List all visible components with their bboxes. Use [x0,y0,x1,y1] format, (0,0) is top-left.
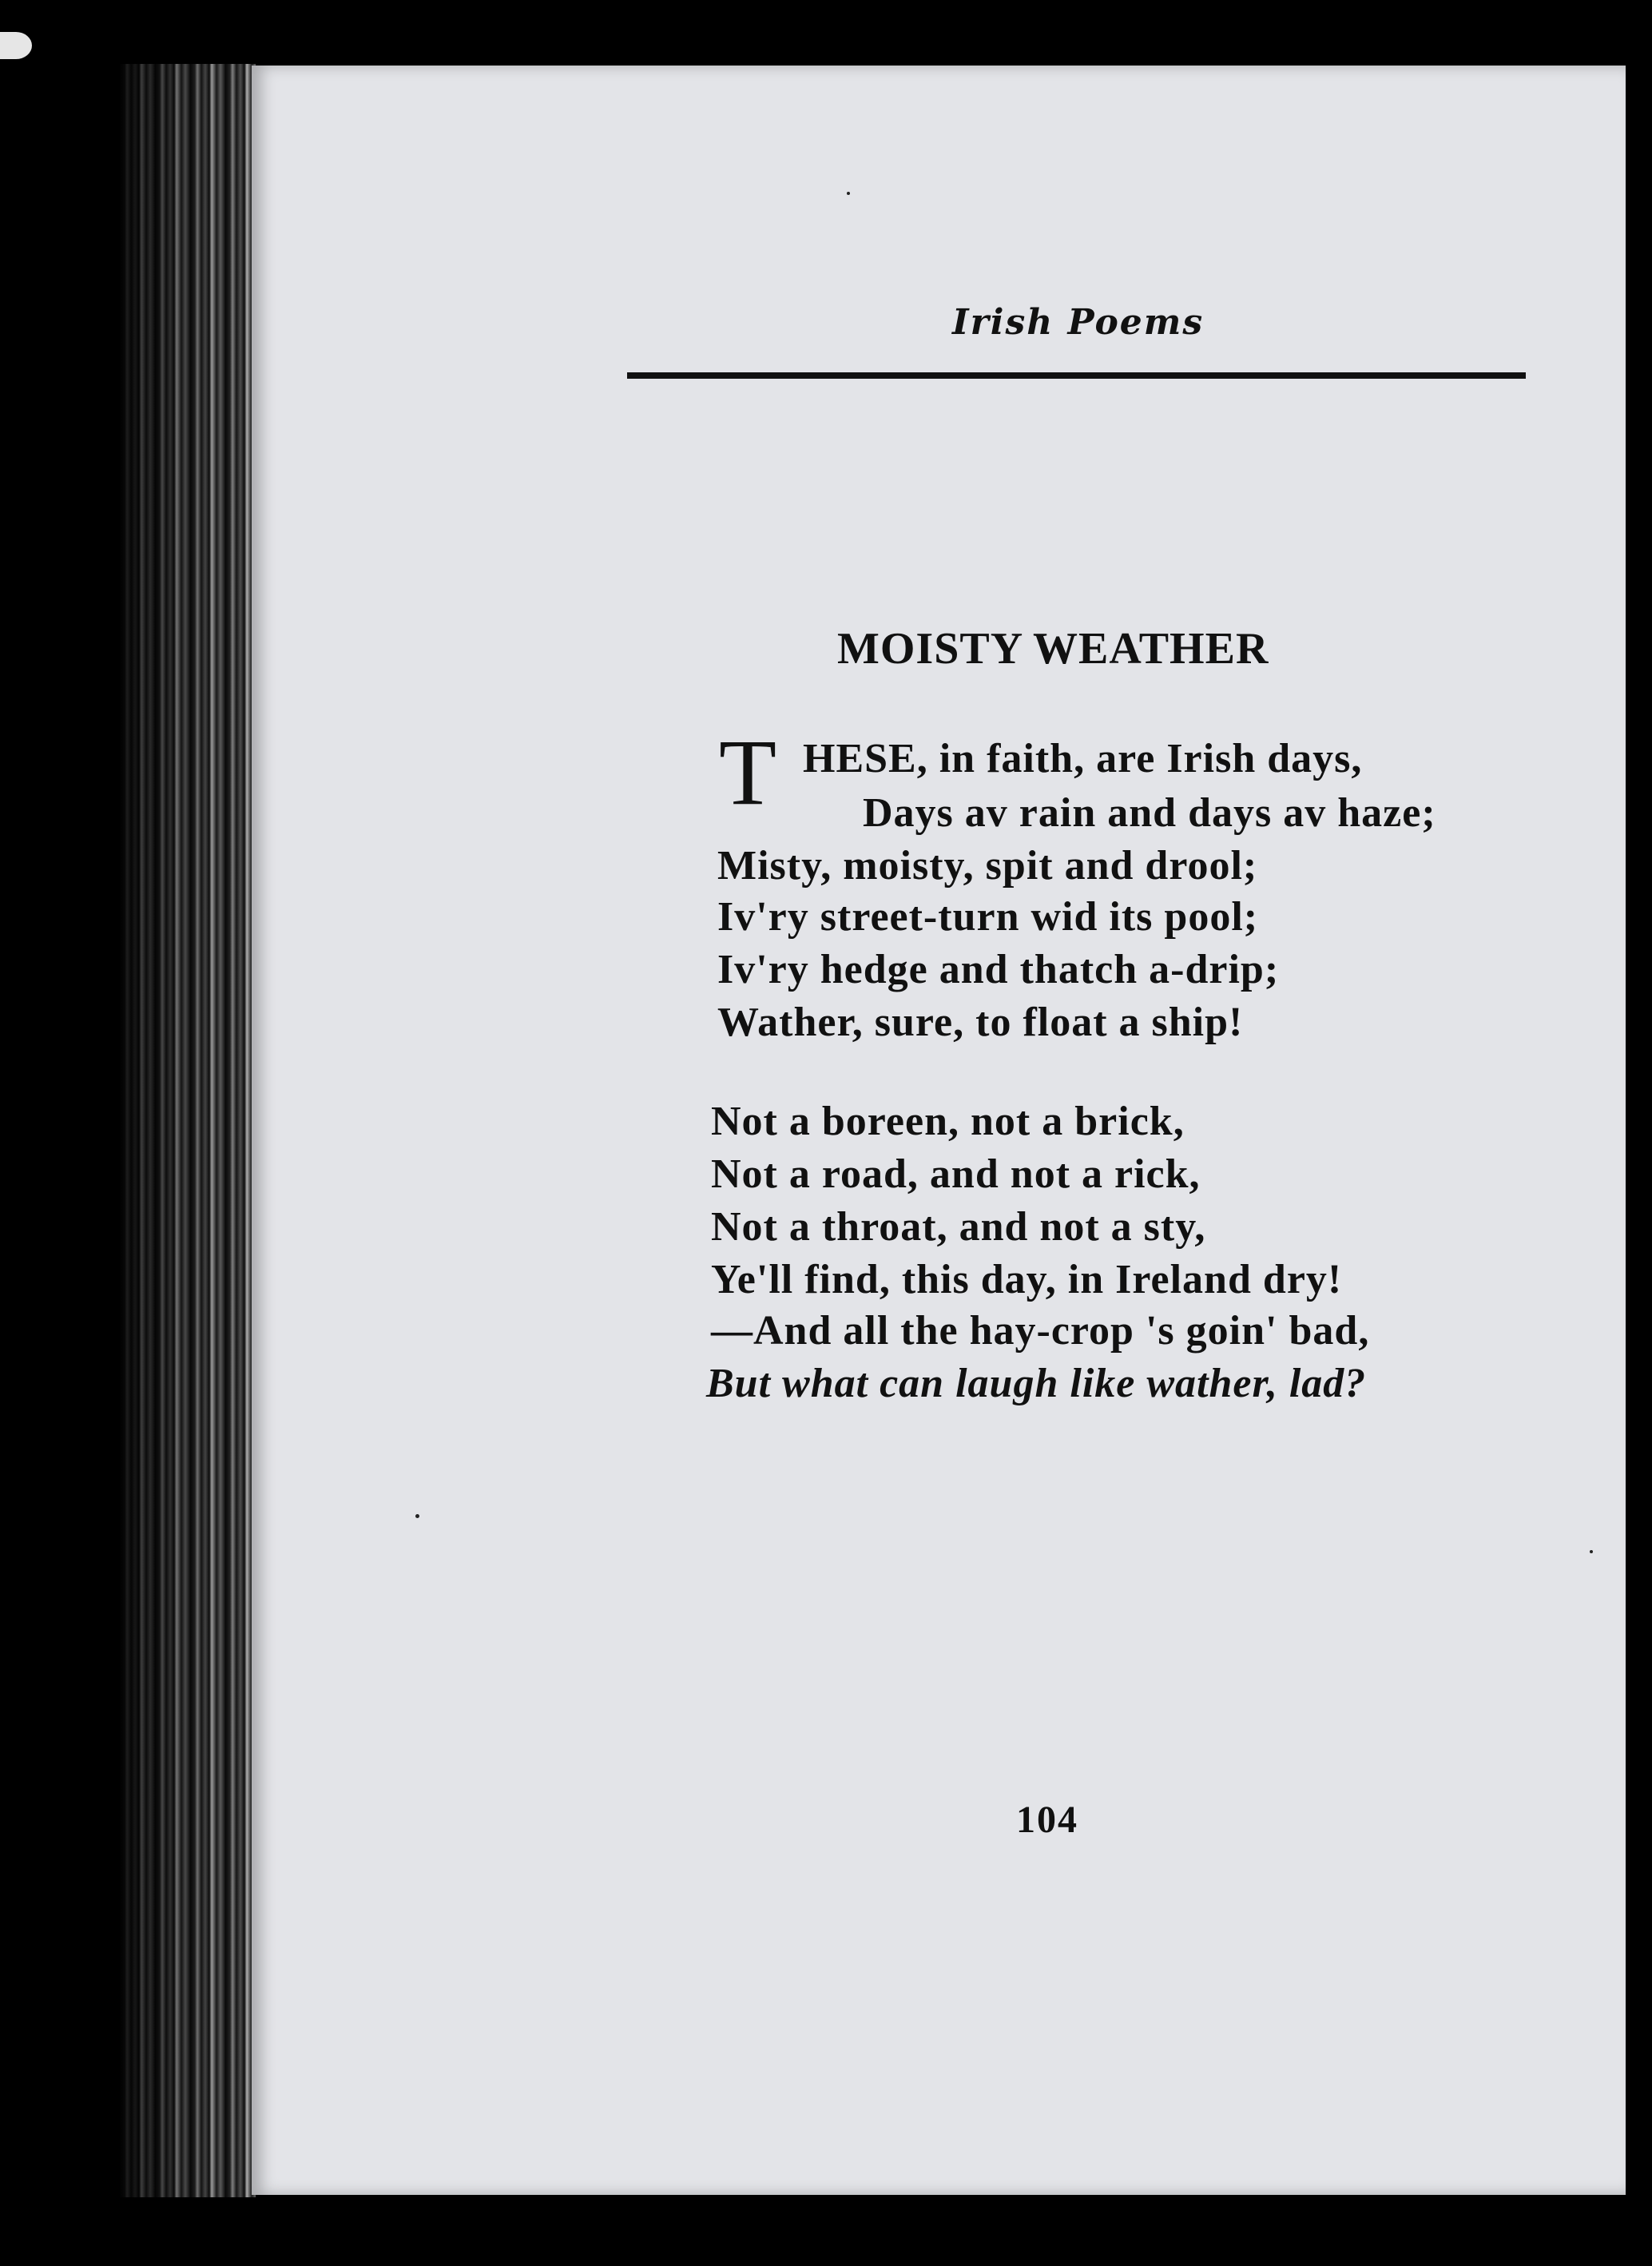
header-rule [627,372,1526,379]
poem-line: Iv'ry hedge and thatch a-drip; [717,947,1280,992]
poem-title: MOISTY WEATHER [837,624,1269,674]
poem-line: Not a road, and not a rick, [711,1151,1201,1197]
page-number: 104 [1016,1799,1078,1841]
dust-speck [415,1514,419,1518]
poem-line: —And all the hay-crop 's goin' bad, [711,1308,1370,1354]
poem-line-italic: But what can laugh like wather, lad? [706,1361,1367,1406]
poem-line: Not a throat, and not a sty, [711,1204,1206,1250]
dust-speck [847,192,850,195]
poem-line: Wather, sure, to float a ship! [717,1000,1244,1045]
poem-line: HESE, in faith, are Irish days, [803,736,1363,781]
poem-line: Days av rain and days av haze; [863,790,1436,836]
poem-line: Misty, moisty, spit and drool; [717,843,1258,889]
poem-line: Iv'ry street-turn wid its pool; [717,894,1259,940]
drop-cap: T [719,720,777,825]
spine-shadow [120,64,256,2197]
scan-edge-mark [0,32,32,59]
poem-line: Ye'll find, this day, in Ireland dry! [711,1257,1343,1302]
poem-line: Not a boreen, not a brick, [711,1099,1185,1144]
dust-speck [1590,1550,1593,1553]
running-head: Irish Poems [952,302,1205,343]
